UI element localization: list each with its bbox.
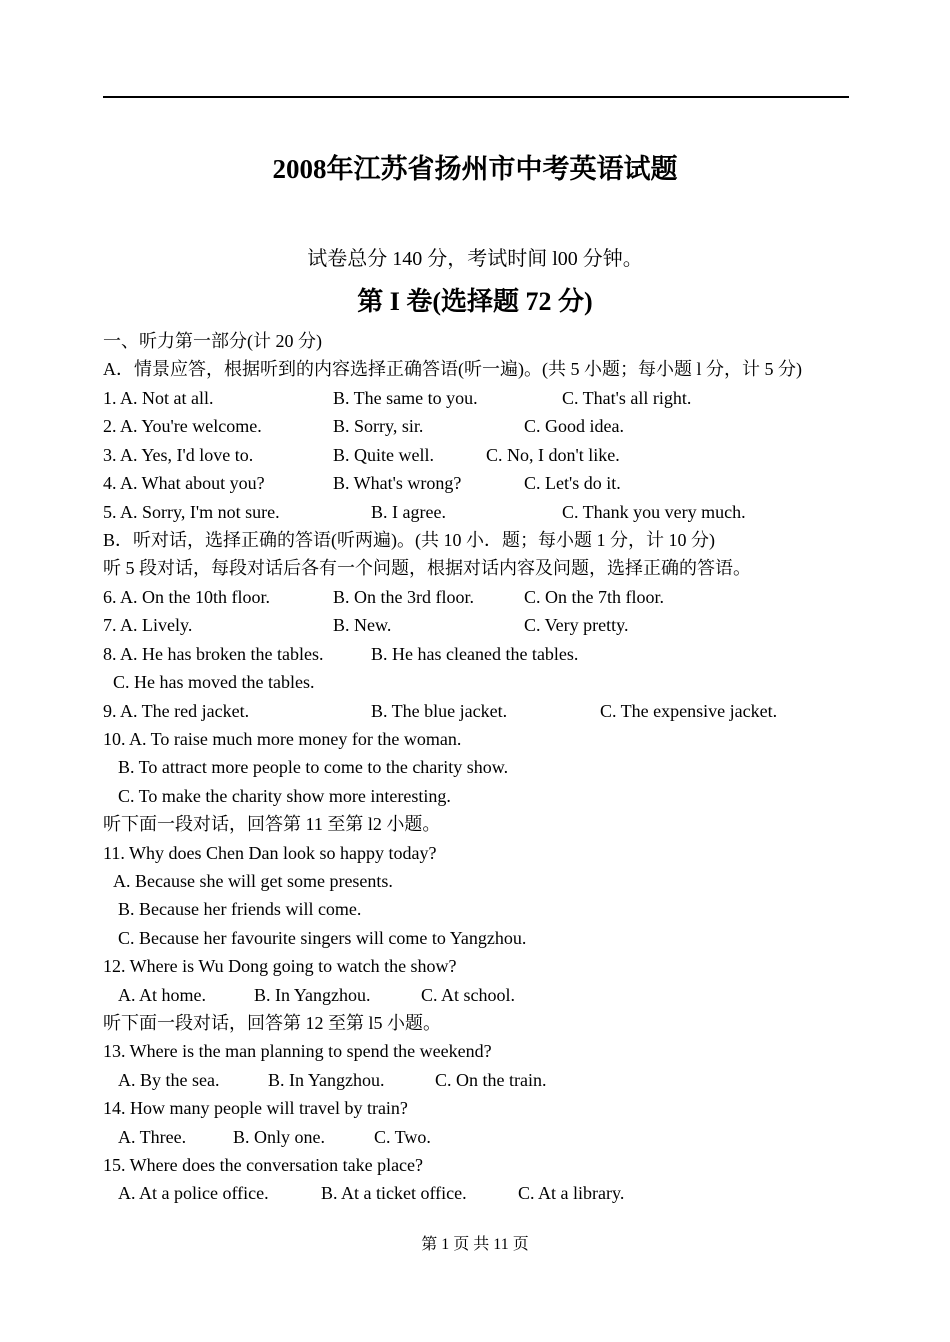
- volume-heading: 第 I 卷(选择题 72 分): [357, 287, 593, 316]
- option-c: C. No, I don't like.: [486, 445, 620, 465]
- option-c: C. Thank you very much.: [562, 502, 746, 522]
- option-a: A. At a police office.: [118, 1183, 269, 1203]
- question-14-stem: 14. How many people will travel by train?: [103, 1098, 408, 1118]
- option-b: B. What's wrong?: [333, 473, 462, 493]
- option-a: 9. A. The red jacket.: [103, 701, 250, 721]
- option-b: B. At a ticket office.: [321, 1183, 467, 1203]
- option-b: B. He has cleaned the tables.: [371, 644, 579, 664]
- option-c: C. Two.: [374, 1127, 431, 1147]
- dialogue-note-11-12: 听下面一段对话，回答第 11 至第 l2 小题。: [103, 814, 441, 834]
- option-c: C. At a library.: [518, 1183, 625, 1203]
- option-b: B. In Yangzhou.: [268, 1070, 385, 1090]
- option-b: B. On the 3rd floor.: [333, 587, 474, 607]
- option-a: 6. A. On the 10th floor.: [103, 587, 270, 607]
- option-a: 2. A. You're welcome.: [103, 416, 262, 436]
- option-c: C. That's all right.: [562, 388, 692, 408]
- question-12-stem: 12. Where is Wu Dong going to watch the show?: [103, 956, 457, 976]
- question-11-stem: 11. Why does Chen Dan look so happy today?: [103, 843, 437, 863]
- option-b: B. Quite well.: [333, 445, 434, 465]
- option-a: 7. A. Lively.: [103, 615, 193, 635]
- option-a: 3. A. Yes, I'd love to.: [103, 445, 254, 465]
- option-c: C. Good idea.: [524, 416, 624, 436]
- option-b: B. New.: [333, 615, 392, 635]
- option-c: C. On the train.: [435, 1070, 547, 1090]
- part-a-instruction: A．情景应答，根据听到的内容选择正确答语(听一遍)。(共 5 小题；每小题 l 分，计 5 分): [103, 359, 802, 379]
- option-a: A. Three.: [118, 1127, 187, 1147]
- option-b: B. Only one.: [233, 1127, 325, 1147]
- exam-meta: 试卷总分 140 分，考试时间 l00 分钟。: [307, 248, 643, 270]
- question-10-option-b: B. To attract more people to come to the charity show.: [118, 757, 509, 777]
- option-a: 5. A. Sorry, I'm not sure.: [103, 502, 280, 522]
- dialogue-note-13-15: 听下面一段对话，回答第 12 至第 l5 小题。: [103, 1013, 441, 1033]
- part-b-note: 听 5 段对话，每段对话后各有一个问题，根据对话内容及问题，选择正确的答语。: [103, 558, 751, 578]
- option-c: C. On the 7th floor.: [524, 587, 664, 607]
- part-b-instruction: B．听对话，选择正确的答语(听两遍)。(共 10 小．题；每小题 1 分，计 10 分): [103, 530, 715, 550]
- question-11-option-b: B. Because her friends will come.: [118, 899, 362, 919]
- question-11-option-a: A. Because she will get some presents.: [113, 871, 393, 891]
- option-a: A. At home.: [118, 985, 206, 1005]
- question-15-stem: 15. Where does the conversation take place?: [103, 1155, 424, 1175]
- option-a: 4. A. What about you?: [103, 473, 265, 493]
- option-b: B. In Yangzhou.: [254, 985, 371, 1005]
- option-c: C. The expensive jacket.: [600, 701, 778, 721]
- header-rule: [103, 96, 849, 98]
- option-a: A. By the sea.: [118, 1070, 220, 1090]
- option-a: 8. A. He has broken the tables.: [103, 644, 324, 664]
- option-b: B. I agree.: [371, 502, 446, 522]
- option-b: B. The blue jacket.: [371, 701, 508, 721]
- option-b: B. Sorry, sir.: [333, 416, 424, 436]
- option-c: C. Very pretty.: [524, 615, 629, 635]
- question-11-option-c: C. Because her favourite singers will come to Yangzhou.: [118, 928, 527, 948]
- section-heading: 一、听力第一部分(计 20 分): [103, 331, 322, 351]
- option-b: B. The same to you.: [333, 388, 478, 408]
- document-title: 2008年江苏省扬州市中考英语试题: [272, 154, 678, 184]
- option-c: C. At school.: [421, 985, 516, 1005]
- question-13-stem: 13. Where is the man planning to spend the weekend?: [103, 1041, 492, 1061]
- page-number: 第 1 页 共 11 页: [421, 1236, 529, 1253]
- question-10-option-a: 10. A. To raise much more money for the woman.: [103, 729, 462, 749]
- option-a: 1. A. Not at all.: [103, 388, 214, 408]
- option-c: C. Let's do it.: [524, 473, 621, 493]
- question-8-option-c: C. He has moved the tables.: [113, 672, 315, 692]
- question-10-option-c: C. To make the charity show more interesting.: [118, 786, 451, 806]
